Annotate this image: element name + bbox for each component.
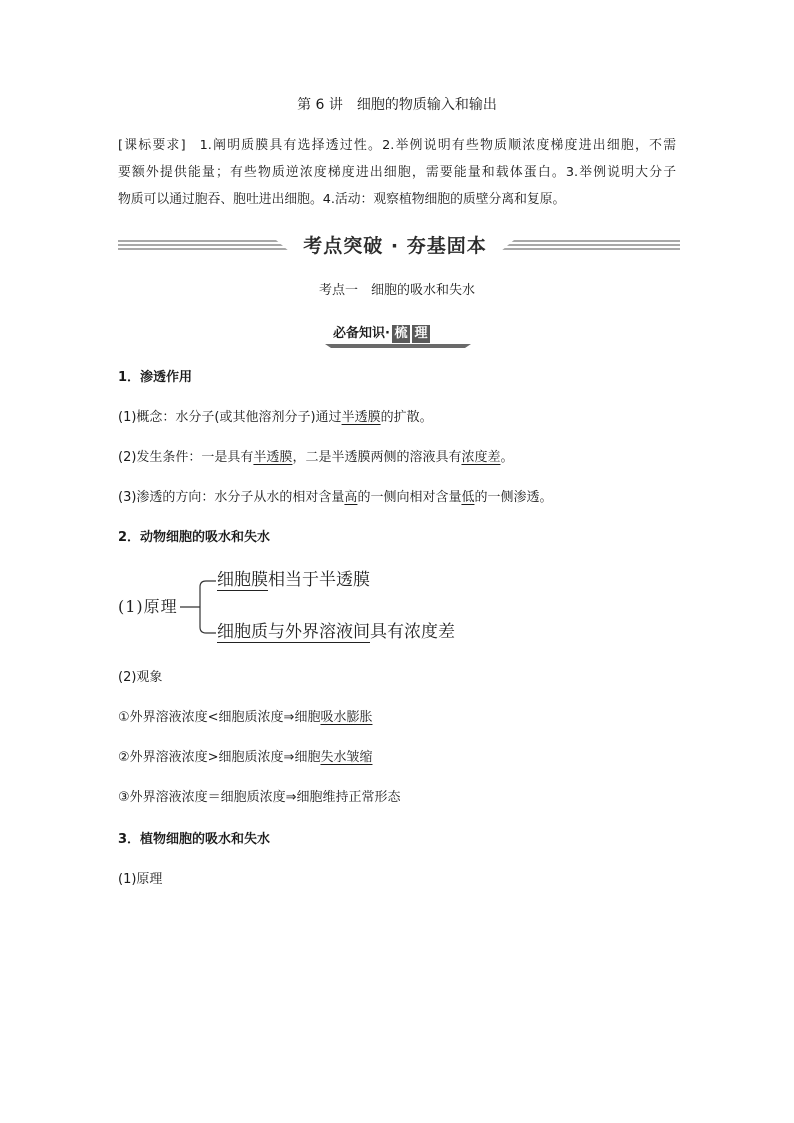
text-segment: ①外界溶液浓度<细胞质浓度⇒细胞 xyxy=(118,710,321,725)
section-1-heading: 1．渗透作用 xyxy=(118,370,193,385)
topic-title: 考点一 细胞的吸水和失水 xyxy=(318,283,475,298)
section-3-heading: 3．植物细胞的吸水和失水 xyxy=(118,832,271,847)
badge-label xyxy=(333,325,430,343)
answer-blank: 半透膜 xyxy=(341,410,381,425)
principle-bottom xyxy=(217,622,455,642)
requirements-line-2: 要额外提供能量；有些物质逆浓度梯度进出细胞，需要能量和载体蛋白。3.举例说明大分子 xyxy=(118,165,676,180)
requirements-line-1 xyxy=(118,132,676,159)
osmosis-conditions xyxy=(118,449,513,467)
text-segment: 的一侧渗透。 xyxy=(474,490,553,505)
badge-highlight-1: 梳 xyxy=(392,325,410,343)
answer-blank: 细胞质与外界溶液间 xyxy=(217,622,370,642)
answer-blank: 细胞膜 xyxy=(217,570,268,590)
curriculum-requirements xyxy=(118,132,676,213)
banner-stripe-right xyxy=(500,240,680,252)
answer-blank: 吸水膨胀 xyxy=(320,710,373,725)
answer-blank: 高 xyxy=(344,490,358,505)
section-2-heading: 2．动物细胞的吸水和失水 xyxy=(118,530,271,545)
text-segment: ②外界溶液浓度>细胞质浓度⇒细胞 xyxy=(118,750,321,765)
phenomenon-label: (2)观象 xyxy=(118,670,163,685)
banner-title: 考点突破 · 夯基固本 xyxy=(303,235,487,257)
phenomenon-item-2 xyxy=(118,749,372,767)
answer-blank: 失水皱缩 xyxy=(320,750,373,765)
requirements-label: [课标要求] xyxy=(118,138,186,153)
page-title: 第 6 讲 细胞的物质输入和输出 xyxy=(297,97,497,113)
badge-underbar xyxy=(325,344,471,348)
text-segment: 具有浓度差 xyxy=(370,622,455,642)
answer-blank: 浓度差 xyxy=(461,450,501,465)
section-3-sub: (1)原理 xyxy=(118,872,163,887)
answer-blank: 半透膜 xyxy=(253,450,293,465)
text-segment: (2)发生条件：一是具有 xyxy=(118,450,254,465)
text-segment: ，二是半透膜两侧的溶液具有 xyxy=(292,450,462,465)
principle-top xyxy=(217,570,370,590)
text-segment: 的扩散。 xyxy=(380,410,433,425)
badge-prefix: 必备知识· xyxy=(333,326,390,341)
banner-stripe-left xyxy=(118,240,290,252)
badge-highlight-2: 理 xyxy=(412,325,430,343)
text-segment: 的一侧向相对含量 xyxy=(357,490,462,505)
principle-label: (1)原理 xyxy=(118,597,178,616)
requirements-text: 1.阐明质膜具有选择透过性。2.举例说明有些物质顺浓度梯度进出细胞，不需 xyxy=(199,138,676,153)
text-segment: (3)渗透的方向：水分子从水的相对含量 xyxy=(118,490,345,505)
text-segment: ③外界溶液浓度＝细胞质浓度⇒细胞维持正常形态 xyxy=(118,790,401,805)
principle-diagram xyxy=(118,566,478,650)
osmosis-concept xyxy=(118,409,433,427)
section-banner xyxy=(118,234,680,258)
osmosis-direction xyxy=(118,489,552,507)
text-segment: 相当于半透膜 xyxy=(268,570,370,590)
phenomenon-item-1 xyxy=(118,709,372,727)
answer-blank: 低 xyxy=(461,490,475,505)
knowledge-badge xyxy=(325,324,471,348)
phenomenon-item-3 xyxy=(118,789,401,807)
text-segment: 。 xyxy=(500,450,514,465)
text-segment: (1)概念：水分子(或其他溶剂分子)通过 xyxy=(118,410,342,425)
requirements-line-3: 物质可以通过胞吞、胞吐进出细胞。4.活动：观察植物细胞的质壁分离和复原。 xyxy=(118,192,566,207)
